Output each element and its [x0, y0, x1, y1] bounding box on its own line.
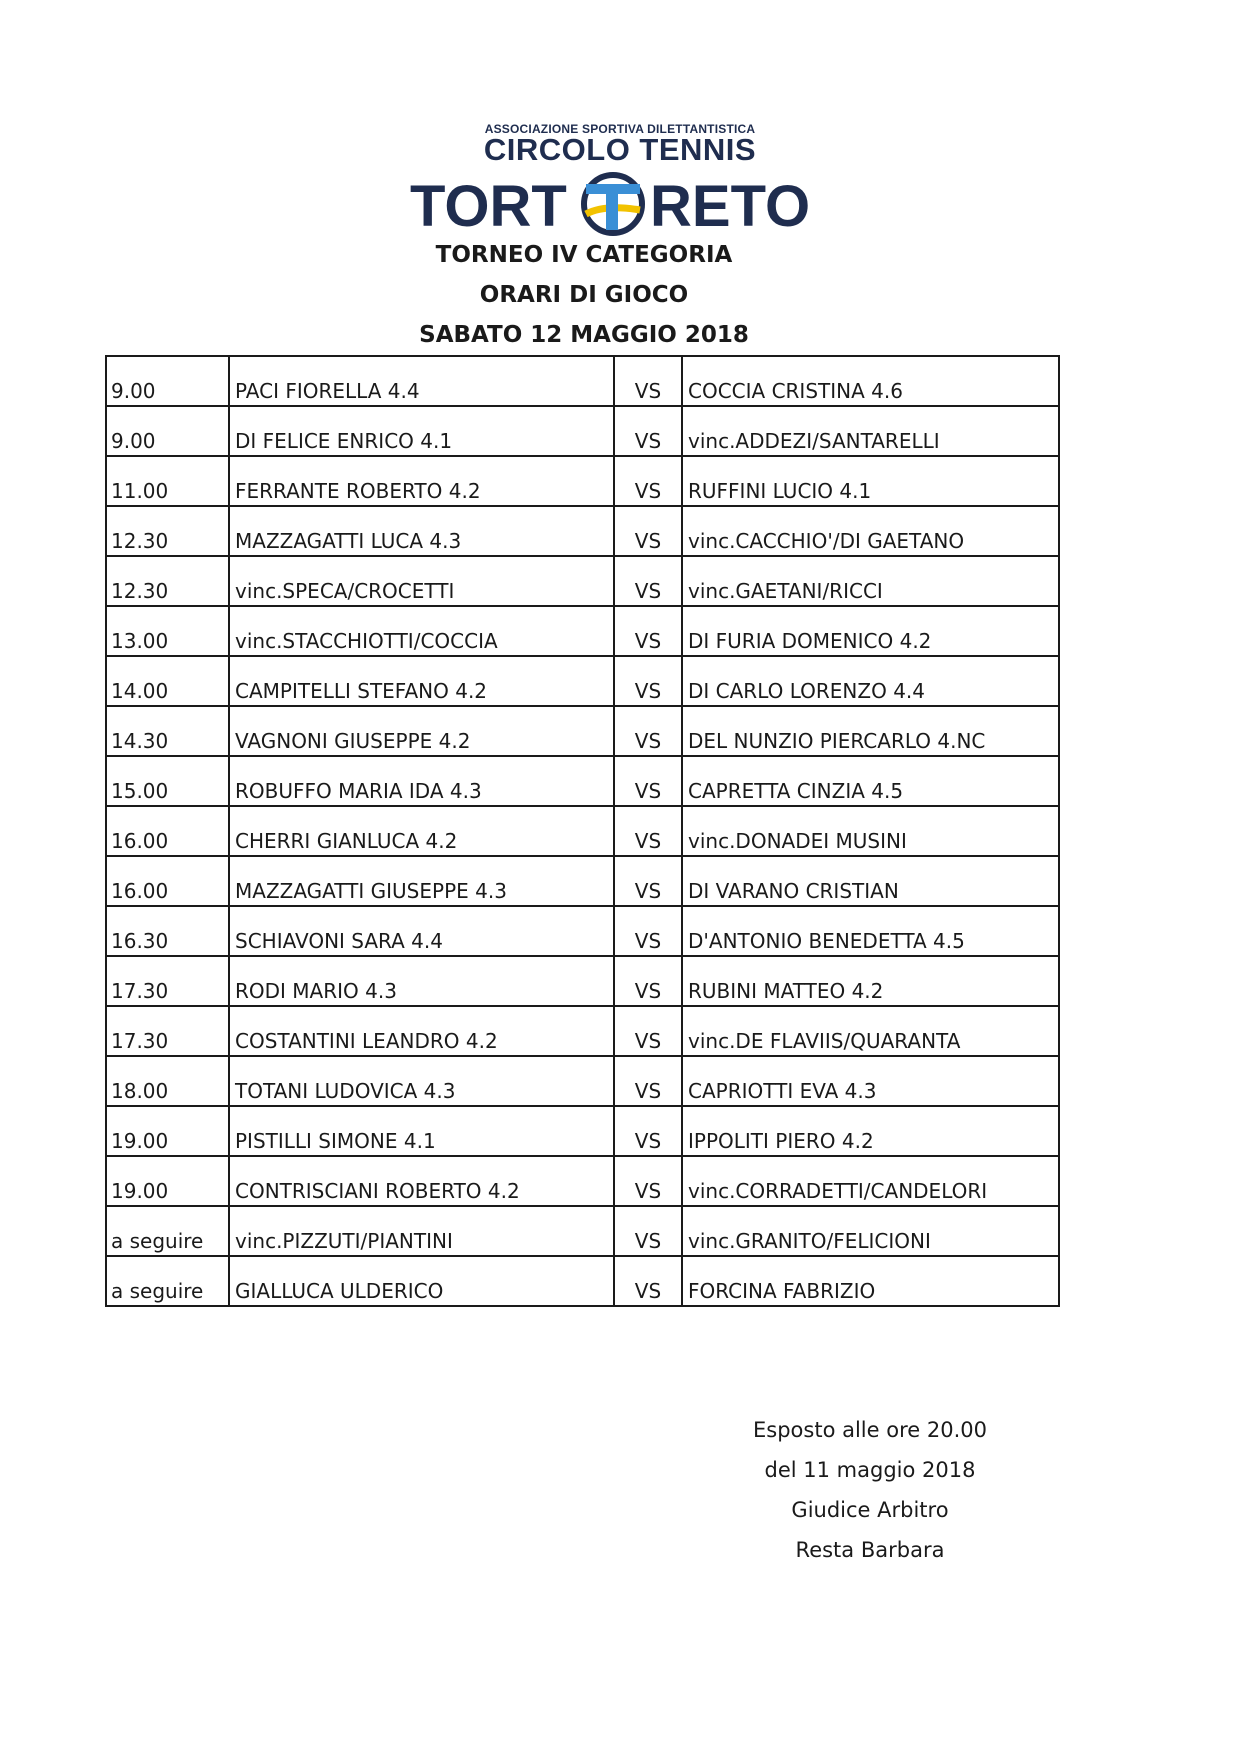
logo-association-text: ASSOCIAZIONE SPORTIVA DILETTANTISTICA	[484, 122, 756, 136]
table-row	[106, 356, 1059, 406]
referee-role: Giudice Arbitro	[791, 1498, 949, 1522]
match-player-2: vinc.GAETANI/RICCI	[682, 556, 1059, 606]
match-time: 12.30	[106, 556, 229, 606]
referee-name: Resta Barbara	[795, 1538, 945, 1562]
match-player-1: CONTRISCIANI ROBERTO 4.2	[229, 1156, 614, 1206]
match-player-1: vinc.PIZZUTI/PIANTINI	[229, 1206, 614, 1256]
table-row	[106, 1106, 1059, 1156]
table-row	[106, 1206, 1059, 1256]
match-vs: VS	[614, 1006, 682, 1056]
table-row	[106, 956, 1059, 1006]
match-player-2: CAPRETTA CINZIA 4.5	[682, 756, 1059, 806]
match-player-2: COCCIA CRISTINA 4.6	[682, 356, 1059, 406]
match-time: 16.00	[106, 856, 229, 906]
table-row	[106, 756, 1059, 806]
match-player-2: vinc.CORRADETTI/CANDELORI	[682, 1156, 1059, 1206]
table-row	[106, 906, 1059, 956]
match-player-1: ROBUFFO MARIA IDA 4.3	[229, 756, 614, 806]
match-vs: VS	[614, 856, 682, 906]
match-player-2: DI VARANO CRISTIAN	[682, 856, 1059, 906]
match-player-1: MAZZAGATTI LUCA 4.3	[229, 506, 614, 556]
match-vs: VS	[614, 556, 682, 606]
table-row	[106, 556, 1059, 606]
match-player-1: GIALLUCA ULDERICO	[229, 1256, 614, 1306]
match-player-2: vinc.CACCHIO'/DI GAETANO	[682, 506, 1059, 556]
match-vs: VS	[614, 956, 682, 1006]
match-player-1: DI FELICE ENRICO 4.1	[229, 406, 614, 456]
match-vs: VS	[614, 1206, 682, 1256]
schedule-subtitle: ORARI DI GIOCO	[479, 282, 689, 308]
svg-text:RETO: RETO	[650, 174, 811, 239]
schedule-table	[105, 355, 1060, 1307]
match-player-2: RUBINI MATTEO 4.2	[682, 956, 1059, 1006]
match-player-2: vinc.DE FLAVIIS/QUARANTA	[682, 1006, 1059, 1056]
match-time: 9.00	[106, 406, 229, 456]
match-player-2: D'ANTONIO BENEDETTA 4.5	[682, 906, 1059, 956]
tortoreto-wordmark	[400, 168, 840, 240]
match-player-1: CAMPITELLI STEFANO 4.2	[229, 656, 614, 706]
match-player-2: DI FURIA DOMENICO 4.2	[682, 606, 1059, 656]
match-vs: VS	[614, 1256, 682, 1306]
match-time: 17.30	[106, 956, 229, 1006]
table-row	[106, 806, 1059, 856]
match-player-1: CHERRI GIANLUCA 4.2	[229, 806, 614, 856]
match-player-2: vinc.ADDEZI/SANTARELLI	[682, 406, 1059, 456]
match-player-2: FORCINA FABRIZIO	[682, 1256, 1059, 1306]
logo-club-text: CIRCOLO TENNIS	[483, 132, 757, 167]
match-vs: VS	[614, 406, 682, 456]
match-player-2: DEL NUNZIO PIERCARLO 4.NC	[682, 706, 1059, 756]
table-row	[106, 456, 1059, 506]
match-time: 19.00	[106, 1106, 229, 1156]
match-vs: VS	[614, 456, 682, 506]
match-time: 11.00	[106, 456, 229, 506]
match-player-2: RUFFINI LUCIO 4.1	[682, 456, 1059, 506]
match-player-1: PACI FIORELLA 4.4	[229, 356, 614, 406]
match-player-1: TOTANI LUDOVICA 4.3	[229, 1056, 614, 1106]
table-row	[106, 1056, 1059, 1106]
table-row	[106, 1156, 1059, 1206]
posting-time: Esposto alle ore 20.00	[753, 1418, 987, 1442]
match-vs: VS	[614, 1106, 682, 1156]
match-player-2: DI CARLO LORENZO 4.4	[682, 656, 1059, 706]
match-vs: VS	[614, 1156, 682, 1206]
match-player-1: vinc.SPECA/CROCETTI	[229, 556, 614, 606]
table-row	[106, 506, 1059, 556]
club-logo	[0, 120, 1240, 240]
match-vs: VS	[614, 756, 682, 806]
match-time: 14.00	[106, 656, 229, 706]
match-vs: VS	[614, 356, 682, 406]
table-row	[106, 706, 1059, 756]
match-time: 13.00	[106, 606, 229, 656]
match-player-1: vinc.STACCHIOTTI/COCCIA	[229, 606, 614, 656]
match-player-2: vinc.DONADEI MUSINI	[682, 806, 1059, 856]
table-row	[106, 856, 1059, 906]
match-time: 18.00	[106, 1056, 229, 1106]
match-player-1: VAGNONI GIUSEPPE 4.2	[229, 706, 614, 756]
match-time: a seguire	[106, 1206, 229, 1256]
match-player-1: RODI MARIO 4.3	[229, 956, 614, 1006]
match-time: 9.00	[106, 356, 229, 406]
posting-date: del 11 maggio 2018	[764, 1458, 976, 1482]
table-row	[106, 606, 1059, 656]
match-time: 12.30	[106, 506, 229, 556]
match-time: 15.00	[106, 756, 229, 806]
match-player-1: FERRANTE ROBERTO 4.2	[229, 456, 614, 506]
match-time: 14.30	[106, 706, 229, 756]
match-player-1: COSTANTINI LEANDRO 4.2	[229, 1006, 614, 1056]
schedule-date: SABATO 12 MAGGIO 2018	[419, 322, 749, 348]
match-time: a seguire	[106, 1256, 229, 1306]
match-time: 16.00	[106, 806, 229, 856]
match-time: 16.30	[106, 906, 229, 956]
match-vs: VS	[614, 606, 682, 656]
match-player-2: CAPRIOTTI EVA 4.3	[682, 1056, 1059, 1106]
table-row	[106, 406, 1059, 456]
table-row	[106, 656, 1059, 706]
match-player-2: IPPOLITI PIERO 4.2	[682, 1106, 1059, 1156]
table-row	[106, 1256, 1059, 1306]
table-row	[106, 1006, 1059, 1056]
match-time: 17.30	[106, 1006, 229, 1056]
match-player-1: SCHIAVONI SARA 4.4	[229, 906, 614, 956]
posting-notice	[700, 1410, 1040, 1570]
tennis-ball-icon	[584, 175, 642, 233]
svg-text:TORT: TORT	[410, 174, 567, 239]
match-vs: VS	[614, 706, 682, 756]
match-vs: VS	[614, 506, 682, 556]
match-vs: VS	[614, 656, 682, 706]
match-vs: VS	[614, 806, 682, 856]
match-time: 19.00	[106, 1156, 229, 1206]
tournament-title: TORNEO IV CATEGORIA	[435, 242, 733, 268]
match-player-1: PISTILLI SIMONE 4.1	[229, 1106, 614, 1156]
schedule-body	[106, 356, 1059, 1306]
match-player-2: vinc.GRANITO/FELICIONI	[682, 1206, 1059, 1256]
match-vs: VS	[614, 906, 682, 956]
match-player-1: MAZZAGATTI GIUSEPPE 4.3	[229, 856, 614, 906]
match-vs: VS	[614, 1056, 682, 1106]
